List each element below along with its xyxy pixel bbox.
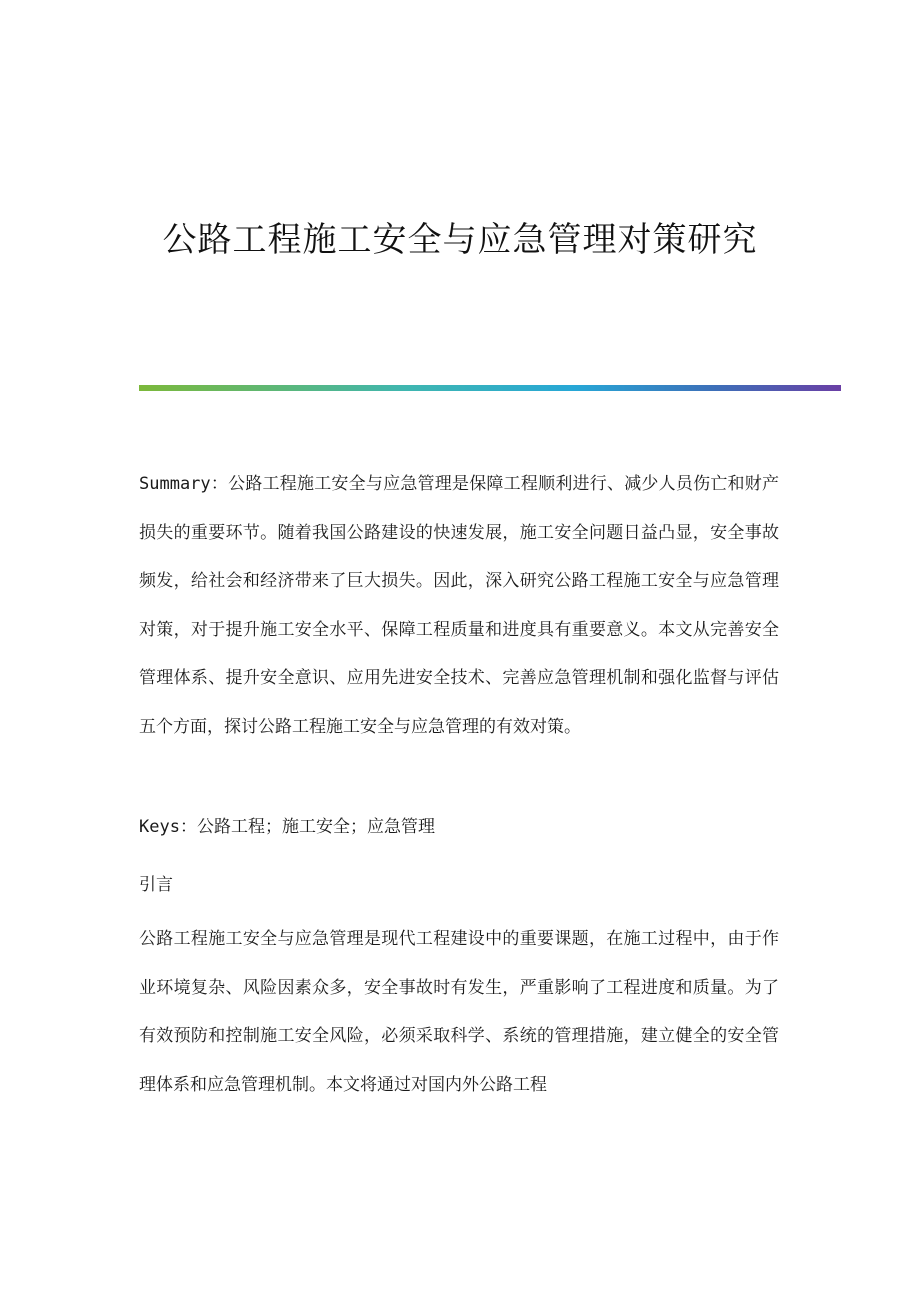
keywords-paragraph <box>139 803 779 852</box>
keys-text: 公路工程；施工安全；应急管理 <box>196 817 435 837</box>
summary-text: 公路工程施工安全与应急管理是保障工程顺利进行、减少人员伤亡和财产损失的重要环节。随着我国公路建设的快速发展，施工安全问题日益凸显，安全事故频发，给社会和经济带来了巨大损失。因此，深入研究公路工程施工安全与应急管理对策，对于提升施工安全水平、保障工程质量和进度具有重要意义。本文从完善安全管理体系、提升安全意识、应用先进安全技术、完善应急管理机制和强化监督与评估五个方面，探讨公路工程施工安全与应急管理的有效对策。 <box>139 474 779 737</box>
intro-paragraph: 公路工程施工安全与应急管理是现代工程建设中的重要课题，在施工过程中，由于作业环境复杂、风险因素众多，安全事故时有发生，严重影响了工程进度和质量。为了有效预防和控制施工安全风险，必须采取科学、系统的管理措施，建立健全的安全管理体系和应急管理机制。本文将通过对国内外公路工程 <box>139 929 779 1095</box>
summary-label: Summary： <box>139 474 229 494</box>
keys-label: Keys： <box>139 817 197 837</box>
page-title: 公路工程施工安全与应急管理对策研究 <box>162 220 758 260</box>
gradient-divider <box>139 385 841 391</box>
summary-paragraph <box>139 460 779 751</box>
intro-heading: 引言 <box>139 875 173 895</box>
